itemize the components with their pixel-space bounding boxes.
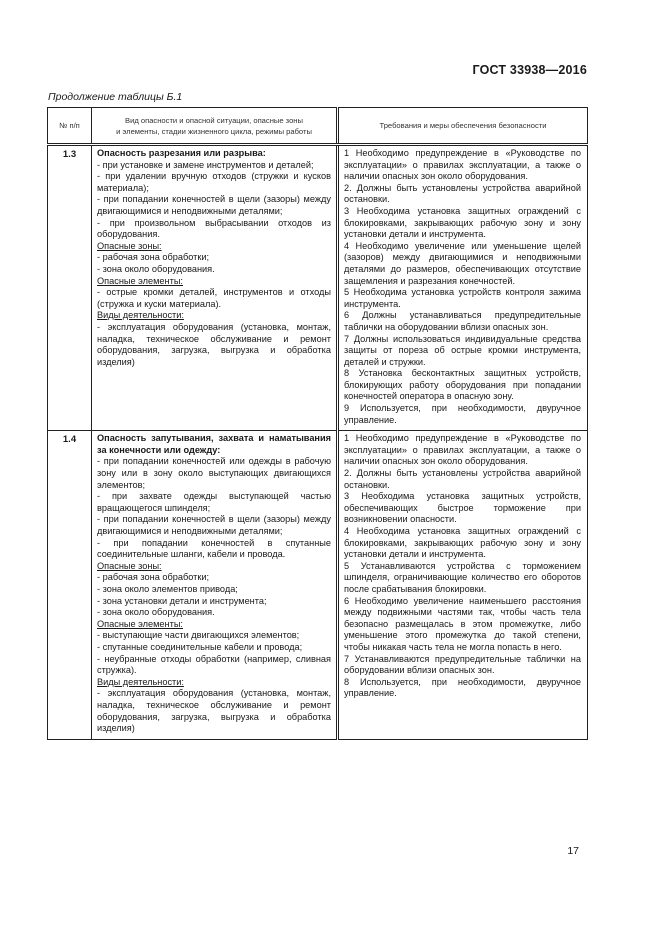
requirement-item: 6 Необходимо увеличение наименьшего расстояния между подвижными частями так, чтобы часть тела безопасно размещалась в этом промежутке, либо уменьшение этого промежутка до такой степени, чтобы никакая часть тела не могла попасть в него. xyxy=(344,595,581,652)
requirement-item: 3 Необходима установка защитных ограждений с блокировками, закрывающих рабочую зону и зону установки детали и инструмента. xyxy=(344,205,581,240)
requirement-item: 4 Необходима установка защитных ограждений с блокировками, закрывающих рабочую зону и зону установки детали и инструмента. xyxy=(344,526,581,560)
hazard-item: - рабочая зона обработки; xyxy=(97,252,210,263)
hazard-item: - спутанные соединительные кабели и провода; xyxy=(97,641,303,652)
standard-number: ГОСТ 33938—2016 xyxy=(472,63,587,77)
requirement-item: 2. Должны быть установлены устройства аварийной остановки. xyxy=(344,468,581,490)
hazard-title: Опасность запутывания, захвата и наматывания за конечности или одежду: xyxy=(97,433,331,455)
hazard-item: - при попадании конечностей в щели (зазоры) между двигающимися и неподвижными деталями; xyxy=(97,514,331,536)
hazard-item: - эксплуатация оборудования (установка, монтаж, наладка, техническое обслуживание и ремонт оборудования, загрузка, выгрузка и обработка изделия) xyxy=(97,688,331,734)
requirement-item: 1 Необходимо предупреждение в «Руководстве по эксплуатации» о правилах эксплуатации, а также о наличии опасных зон около оборудования. xyxy=(344,433,581,467)
requirement-item: 6 Должны устанавливаться предупредительные таблички на оборудовании вблизи опасных зон. xyxy=(344,310,581,332)
table-row xyxy=(48,431,588,739)
hazard-item: - выступающие части двигающихся элементов; xyxy=(97,630,300,641)
requirement-item: 1 Необходимо предупреждение в «Руководстве по эксплуатации» о правилах эксплуатации, а также о наличии опасных зон около оборудования. xyxy=(344,148,581,182)
hazard-item: - рабочая зона обработки; xyxy=(97,572,210,583)
column-header-requirements: Требования и меры обеспечения безопасности xyxy=(338,108,588,145)
row-number: 1.4 xyxy=(48,431,92,739)
column-header-hazard: Вид опасности и опасной ситуации, опасные зоны и элементы, стадии жизненного цикла, режимы работы xyxy=(92,108,338,145)
section-heading: Опасные элементы: xyxy=(97,275,183,286)
requirement-item: 9 Используется, при необходимости, двуручное управление. xyxy=(344,403,581,425)
requirement-item: 8 Используется, при необходимости, двуручное управление. xyxy=(344,676,581,699)
row-number: 1.3 xyxy=(48,145,92,431)
section-heading: Виды деятельности: xyxy=(97,310,184,321)
hazard-title: Опасность разрезания или разрыва: xyxy=(97,148,266,158)
hazard-item: - зона около оборудования. xyxy=(97,263,215,274)
requirement-item: 7 Устанавливаются предупредительные таблички на оборудовании вблизи опасных зон. xyxy=(344,653,581,676)
hazard-item: - при произвольном выбрасывании отходов из оборудования. xyxy=(97,217,331,240)
safety-requirements-cell xyxy=(338,431,588,739)
section-heading: Опасные элементы: xyxy=(97,618,183,629)
section-heading: Виды деятельности: xyxy=(97,676,184,687)
requirement-item: 7 Должны использоваться индивидуальные средства защиты от пореза об острые кромки инструмента, деталей и стружки. xyxy=(344,333,581,367)
requirement-item: 8 Установка бесконтактных защитных устройств, блокирующих работу оборудования при попадании конечностей оператора в опасную зону. xyxy=(344,368,581,402)
hazard-table xyxy=(47,107,588,740)
hazard-item: - при удалении вручную отходов (стружки и кусков материала); xyxy=(97,171,331,193)
requirement-item: 5 Устанавливаются устройства с торможением шпинделя, ограничивающие количество его оборотов после срабатывания блокировки. xyxy=(344,560,581,594)
safety-requirements-cell xyxy=(338,145,588,431)
requirement-item: 4 Необходимо увеличение или уменьшение щелей (зазоров) между двигающимися и неподвижными деталями до размеров, обеспечивающих отсутствие защемления и разрезания конечностей. xyxy=(344,240,581,286)
hazard-description-cell xyxy=(92,431,338,739)
hazard-item: - при попадании конечностей в спутанные соединительные шланги, кабели и провода. xyxy=(97,537,331,560)
section-heading: Опасные зоны: xyxy=(97,240,162,251)
requirement-item: 5 Необходима установка устройств контроля зажима инструмента. xyxy=(344,287,581,309)
hazard-item: - при попадании конечностей или одежды в рабочую зону или в зону около выступающих двигающихся элементов; xyxy=(97,456,331,490)
page-number: 17 xyxy=(567,845,579,857)
hazard-item: - неубранные отходы обработки (например, сливная стружка). xyxy=(97,653,331,676)
column-header-number: № п/п xyxy=(48,108,92,145)
hazard-item: - зона около элементов привода; xyxy=(97,583,238,594)
hazard-item: - при установке и замене инструментов и деталей; xyxy=(97,159,314,170)
table-continuation-caption: Продолжение таблицы Б.1 xyxy=(48,91,183,103)
hazard-item: - при захвате одежды выступающей частью вращающегося шпинделя; xyxy=(97,491,331,513)
section-heading: Опасные зоны: xyxy=(97,560,162,571)
requirement-item: 2. Должны быть установлены устройства аварийной остановки. xyxy=(344,182,581,205)
hazard-description-cell xyxy=(92,145,338,431)
table-header-row xyxy=(48,108,588,145)
hazard-item: - эксплуатация оборудования (установка, монтаж, наладка, техническое обслуживание и ремонт оборудования, загрузка, выгрузка и обработка изделия) xyxy=(97,321,331,367)
hazard-item: - зона установки детали и инструмента; xyxy=(97,595,267,606)
table-row xyxy=(48,145,588,431)
hazard-item: - зона около оборудования. xyxy=(97,607,215,618)
hazard-item: - при попадании конечностей в щели (зазоры) между двигающимися и неподвижными деталями; xyxy=(97,194,331,216)
requirement-item: 3 Необходима установка защитных устройств, обеспечивающих быстрое торможение при возникновении опасности. xyxy=(344,491,581,525)
hazard-item: - острые кромки деталей, инструментов и отходы (стружка и куски материала). xyxy=(97,287,331,309)
